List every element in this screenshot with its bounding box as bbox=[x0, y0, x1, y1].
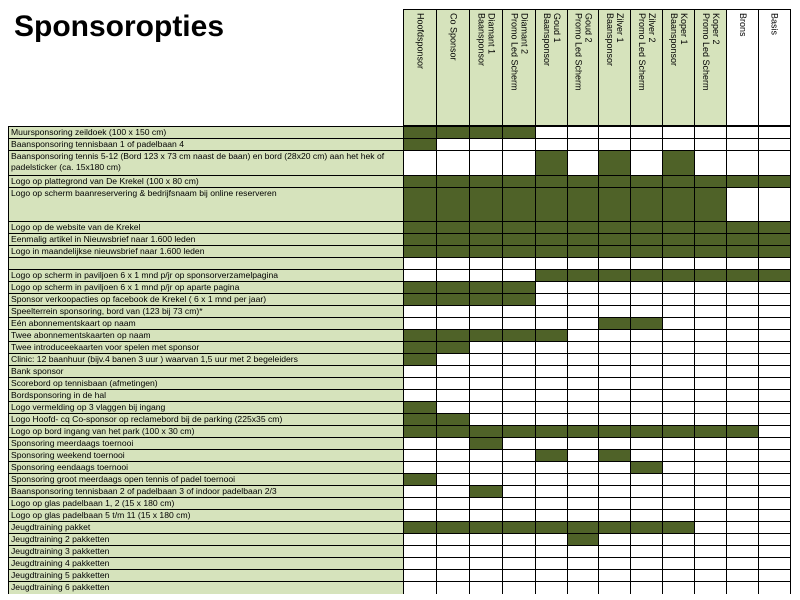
page-title: Sponsoropties bbox=[14, 10, 225, 43]
table-row bbox=[8, 150, 791, 176]
cell-empty bbox=[662, 581, 695, 594]
row-label: Jeugdtraining 3 pakketten bbox=[8, 545, 404, 558]
row-label: Jeugdtraining 5 pakketten bbox=[8, 569, 404, 582]
column-header-text: Promo Led Scherm bbox=[573, 13, 584, 91]
column-header bbox=[502, 9, 536, 126]
cell-included bbox=[403, 187, 437, 222]
cell-empty bbox=[726, 150, 759, 176]
cell-empty bbox=[403, 150, 437, 176]
cell-included bbox=[694, 187, 727, 222]
column-header bbox=[469, 9, 503, 126]
cell-empty bbox=[567, 581, 599, 594]
row-label: Logo op glas padelbaan 5 t/m 11 (15 x 180 cm) bbox=[8, 509, 404, 522]
row-label: Bank sponsor bbox=[8, 365, 404, 378]
cell-empty bbox=[726, 581, 759, 594]
cell-empty bbox=[694, 150, 727, 176]
column-header-text: Hoofdsponsor bbox=[415, 13, 426, 70]
column-header bbox=[726, 9, 759, 126]
cell-included bbox=[469, 187, 503, 222]
row-label: Scorebord op tennisbaan (afmetingen) bbox=[8, 377, 404, 390]
cell-empty bbox=[502, 581, 536, 594]
cell-empty bbox=[598, 581, 631, 594]
row-label: Twee introduceekaarten voor spelen met sponsor bbox=[8, 341, 404, 354]
cell-included bbox=[567, 187, 599, 222]
cell-empty bbox=[567, 150, 599, 176]
row-label: Logo in maandelijkse nieuwsbrief naar 1.600 leden bbox=[8, 245, 404, 258]
cell-included bbox=[662, 187, 695, 222]
column-header bbox=[598, 9, 631, 126]
row-label: Logo op plattegrond van De Krekel (100 x 80 cm) bbox=[8, 175, 404, 188]
row-label: Logo op scherm in paviljoen 6 x 1 mnd p/jr op sponsorverzamelpagina bbox=[8, 269, 404, 282]
cell-empty bbox=[436, 150, 470, 176]
column-header-text: Baansponsor bbox=[476, 13, 487, 67]
column-header-text: Goud 1 bbox=[552, 13, 562, 43]
column-header-text: Koper 1 bbox=[679, 13, 689, 45]
row-label: Baansponsoring tennisbaan 1 of padelbaan 4 bbox=[8, 138, 404, 151]
row-label: Speelterrein sponsoring, bord van (123 bij 73 cm)* bbox=[8, 305, 404, 318]
column-header bbox=[436, 9, 470, 126]
cell-empty bbox=[758, 150, 791, 176]
row-label: Baansponsoring tennis 5-12 (Bord 123 x 73 cm naast de baan) en bord (28x20 cm) aan het hek of padelsticker (ca. 15x180 cm) bbox=[8, 150, 404, 176]
column-header-text: Baansponsor bbox=[605, 13, 615, 67]
cell-empty bbox=[758, 581, 791, 594]
column-header-text: Co Sponsor bbox=[448, 13, 459, 61]
column-header-text: Promo Led Scherm bbox=[509, 13, 520, 91]
row-label: Jeugdtraining 6 pakketten bbox=[8, 581, 404, 594]
cell-empty bbox=[403, 581, 437, 594]
row-label: Sponsoring groot meerdaags open tennis of padel toernooi bbox=[8, 473, 404, 486]
cell-empty bbox=[694, 581, 727, 594]
row-label: Sponsoring eendaags toernooi bbox=[8, 461, 404, 474]
column-header bbox=[662, 9, 695, 126]
cell-included bbox=[630, 187, 663, 222]
row-label: Logo op de website van de Krekel bbox=[8, 221, 404, 234]
row-label: Bordsponsoring in de hal bbox=[8, 389, 404, 402]
cell-included bbox=[535, 187, 568, 222]
row-label: Jeugdtraining 4 pakketten bbox=[8, 557, 404, 570]
column-header-text: Diamant 2 bbox=[519, 13, 530, 55]
table-row bbox=[8, 187, 791, 222]
row-label: Twee abonnementskaarten op naam bbox=[8, 329, 404, 342]
cell-included bbox=[535, 150, 568, 176]
row-label: Sponsoring meerdaags toernooi bbox=[8, 437, 404, 450]
cell-included bbox=[598, 187, 631, 222]
column-header-text: Zilver 2 bbox=[647, 13, 657, 43]
cell-empty bbox=[502, 150, 536, 176]
row-label: Muursponsoring zeildoek (100 x 150 cm) bbox=[8, 126, 404, 139]
cell-empty bbox=[726, 187, 759, 222]
cell-empty bbox=[436, 581, 470, 594]
cell-included bbox=[662, 150, 695, 176]
column-header-text: Diamant 1 bbox=[486, 13, 497, 55]
row-label: Eén abonnementskaart op naam bbox=[8, 317, 404, 330]
cell-included bbox=[598, 150, 631, 176]
cell-empty bbox=[758, 187, 791, 222]
cell-included bbox=[502, 187, 536, 222]
column-header-text: Goud 2 bbox=[583, 13, 594, 43]
row-label: Eenmalig artikel in Nieuwsbrief naar 1.600 leden bbox=[8, 233, 404, 246]
column-header bbox=[630, 9, 663, 126]
cell-empty bbox=[630, 581, 663, 594]
row-label: Jeugdtraining 2 pakketten bbox=[8, 533, 404, 546]
cell-included bbox=[436, 187, 470, 222]
column-header-text: Brons bbox=[738, 13, 748, 37]
table-row bbox=[8, 581, 791, 594]
row-label: Logo Hoofd- cq Co-sponsor op reclamebord bij de parking (225x35 cm) bbox=[8, 413, 404, 426]
row-label: Logo op bord ingang van het park (100 x 30 cm) bbox=[8, 425, 404, 438]
column-header bbox=[535, 9, 568, 126]
cell-empty bbox=[535, 581, 568, 594]
row-label: Jeugdtraining pakket bbox=[8, 521, 404, 534]
row-label: Logo vermelding op 3 vlaggen bij ingang bbox=[8, 401, 404, 414]
row-label: Sponsor verkoopacties op facebook de Krekel ( 6 x 1 mnd per jaar) bbox=[8, 293, 404, 306]
column-header-text: Basis bbox=[769, 13, 780, 36]
row-label: Logo op scherm baanreservering & bedrijfsnaam bij online reserveren bbox=[8, 187, 404, 222]
column-header bbox=[694, 9, 727, 126]
column-header bbox=[758, 9, 791, 126]
cell-empty bbox=[630, 150, 663, 176]
column-header-text: Baansponsor bbox=[542, 13, 552, 67]
cell-empty bbox=[469, 581, 503, 594]
cell-empty bbox=[469, 150, 503, 176]
row-label: Baansponsoring tennisbaan 2 of padelbaan 3 of indoor padelbaan 2/3 bbox=[8, 485, 404, 498]
column-header-text: Baansponsor bbox=[669, 13, 679, 67]
column-header-text: Promo Led Scherm bbox=[701, 13, 711, 91]
row-label: Logo op glas padelbaan 1, 2 (15 x 180 cm) bbox=[8, 497, 404, 510]
column-header-text: Koper 2 bbox=[711, 13, 721, 45]
column-header-text: Promo Led Scherm bbox=[637, 13, 647, 91]
row-label: Sponsoring weekend toernooi bbox=[8, 449, 404, 462]
column-header bbox=[403, 9, 437, 126]
column-header-text: Zilver 1 bbox=[615, 13, 625, 43]
row-label: Clinic: 12 baanhuur (bijv.4 banen 3 uur ) waarvan 1,5 uur met 2 begeleiders bbox=[8, 353, 404, 366]
row-label: Logo op scherm in paviljoen 6 x 1 mnd p/jr op aparte pagina bbox=[8, 281, 404, 294]
column-header bbox=[567, 9, 599, 126]
